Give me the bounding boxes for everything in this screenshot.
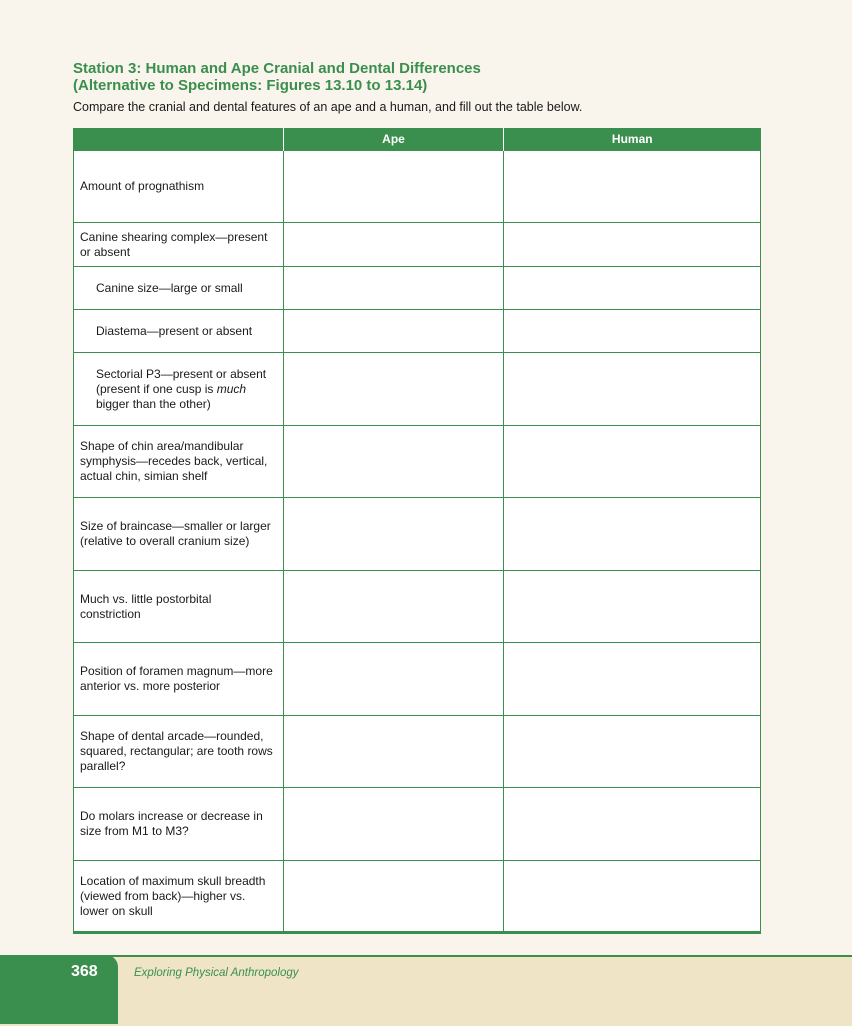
book-title: Exploring Physical Anthropology — [134, 967, 299, 979]
table-row — [74, 223, 761, 267]
title-line-2: (Alternative to Specimens: Figures 13.10 to 13.14) — [73, 77, 428, 94]
human-cell[interactable] — [504, 571, 761, 643]
table-row — [74, 861, 761, 933]
table-row — [74, 643, 761, 716]
feature-foramen-magnum: Position of foramen magnum—more anterior vs. more posterior — [74, 643, 284, 716]
feature-canine-size: Canine size—large or small — [74, 267, 284, 310]
header-feature — [74, 128, 284, 151]
table-row — [74, 788, 761, 861]
ape-cell[interactable] — [284, 571, 504, 643]
instructions: Compare the cranial and dental features of an ape and a human, and fill out the table below. — [73, 100, 583, 114]
feature-sectorial-p3-text-a: Sectorial P3—present or absent (present if one cusp is — [96, 366, 267, 396]
ape-cell[interactable] — [284, 151, 504, 223]
human-cell[interactable] — [504, 267, 761, 310]
feature-sectorial-p3 — [74, 353, 284, 426]
ape-cell[interactable] — [284, 643, 504, 716]
table-row — [74, 151, 761, 223]
feature-prognathism: Amount of prognathism — [74, 151, 284, 223]
feature-skull-breadth: Location of maximum skull breadth (viewed from back)—higher vs. lower on skull — [74, 861, 284, 933]
human-cell[interactable] — [504, 643, 761, 716]
feature-dental-arcade: Shape of dental arcade—rounded, squared, rectangular; are tooth rows parallel? — [74, 716, 284, 788]
human-cell[interactable] — [504, 151, 761, 223]
title-line-1: Station 3: Human and Ape Cranial and Dental Differences — [73, 60, 481, 77]
ape-cell[interactable] — [284, 353, 504, 426]
ape-cell[interactable] — [284, 310, 504, 353]
human-cell[interactable] — [504, 498, 761, 571]
feature-sectorial-p3-emphasis: much — [216, 381, 247, 396]
human-cell[interactable] — [504, 861, 761, 933]
table-row — [74, 716, 761, 788]
table-row — [74, 426, 761, 498]
ape-cell[interactable] — [284, 267, 504, 310]
human-cell[interactable] — [504, 353, 761, 426]
human-cell[interactable] — [504, 426, 761, 498]
ape-cell[interactable] — [284, 223, 504, 267]
ape-cell[interactable] — [284, 716, 504, 788]
feature-molar-size: Do molars increase or decrease in size from M1 to M3? — [74, 788, 284, 861]
section-title — [73, 60, 481, 94]
page-number-tab — [0, 955, 118, 1024]
human-cell[interactable] — [504, 788, 761, 861]
ape-cell[interactable] — [284, 498, 504, 571]
ape-cell[interactable] — [284, 426, 504, 498]
page-number: 368 — [71, 963, 98, 980]
header-human: Human — [504, 128, 761, 151]
feature-diastema: Diastema—present or absent — [74, 310, 284, 353]
table-row — [74, 353, 761, 426]
ape-cell[interactable] — [284, 861, 504, 933]
human-cell[interactable] — [504, 310, 761, 353]
ape-cell[interactable] — [284, 788, 504, 861]
table-header-row — [74, 128, 761, 151]
table-row — [74, 267, 761, 310]
feature-braincase-size: Size of braincase—smaller or larger (relative to overall cranium size) — [74, 498, 284, 571]
human-cell[interactable] — [504, 223, 761, 267]
feature-sectorial-p3-text-b: bigger than the other) — [96, 396, 211, 411]
feature-chin-shape: Shape of chin area/mandibular symphysis—recedes back, vertical, actual chin, simian shelf — [74, 426, 284, 498]
human-cell[interactable] — [504, 716, 761, 788]
table-row — [74, 498, 761, 571]
feature-postorbital-constriction: Much vs. little postorbital constriction — [74, 571, 284, 643]
footer-band — [0, 955, 852, 1026]
comparison-table — [73, 128, 761, 934]
table-row — [74, 571, 761, 643]
header-ape: Ape — [284, 128, 504, 151]
table-row — [74, 310, 761, 353]
feature-canine-shearing: Canine shearing complex—present or absent — [74, 223, 284, 267]
